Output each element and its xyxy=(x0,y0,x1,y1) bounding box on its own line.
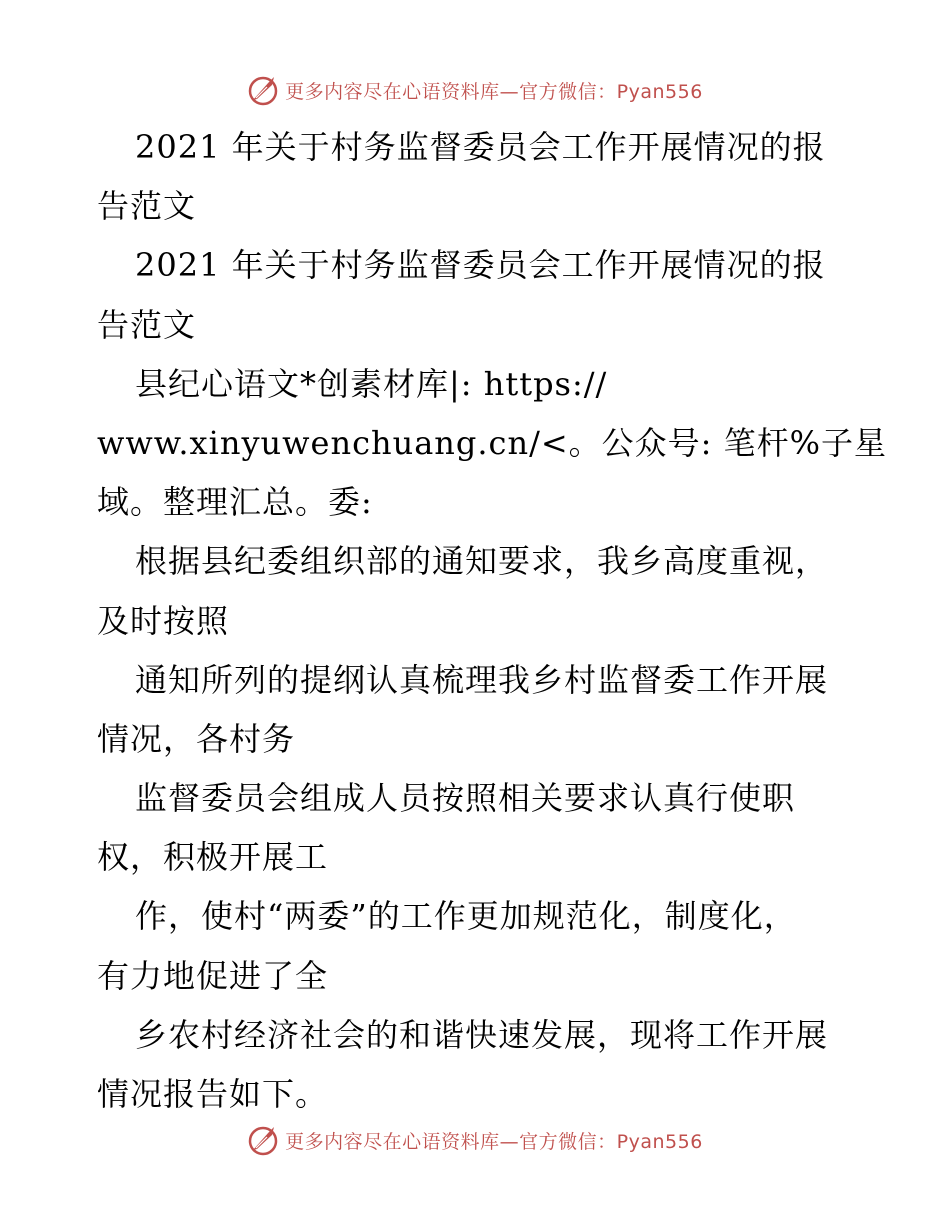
paragraph-line: 及时按照 xyxy=(97,601,230,640)
document-body xyxy=(97,118,888,1124)
source-line-1: 县纪心语文*创素材库|: https:// xyxy=(135,364,608,403)
source-line-3: 域。整理汇总。委: xyxy=(97,483,373,522)
paragraph-line: 作，使村“两委”的工作更加规范化，制度化， xyxy=(135,897,797,936)
paragraph-line: 有力地促进了全 xyxy=(97,956,329,995)
paragraph-line: 通知所列的提纲认真梳理我乡村监督委工作开展 xyxy=(135,660,829,699)
paragraph-line: 情况报告如下。 xyxy=(97,1075,329,1113)
quill-pen-logo-icon xyxy=(247,1123,281,1157)
subtitle-line-1: 2021 年关于村务监督委员会工作开展情况的报 xyxy=(135,246,826,285)
title-line-1: 2021 年关于村务监督委员会工作开展情况的报 xyxy=(135,128,826,166)
title-line-2: 告范文 xyxy=(97,187,197,226)
header-banner-text: 更多内容尽在心语资料库—官方微信：Pyan556 xyxy=(285,80,703,103)
source-line-2: www.xinyuwenchuang.cn/<。公众号: 笔杆%子星 xyxy=(97,423,888,462)
footer-banner xyxy=(0,1120,950,1160)
header-banner xyxy=(0,70,950,110)
paragraph-line: 监督委员会组成人员按照相关要求认真行使职 xyxy=(135,779,796,818)
paragraph-line: 权，积极开展工 xyxy=(97,838,329,877)
paragraph-line: 乡农村经济社会的和谐快速发展，现将工作开展 xyxy=(135,1015,829,1054)
paragraph-line: 根据县纪委组织部的通知要求，我乡高度重视， xyxy=(135,542,829,581)
paragraph-line: 情况，各村务 xyxy=(97,719,296,758)
quill-pen-logo-icon xyxy=(247,73,281,107)
footer-banner-text: 更多内容尽在心语资料库—官方微信：Pyan556 xyxy=(285,1130,703,1153)
subtitle-line-2: 告范文 xyxy=(97,305,197,344)
